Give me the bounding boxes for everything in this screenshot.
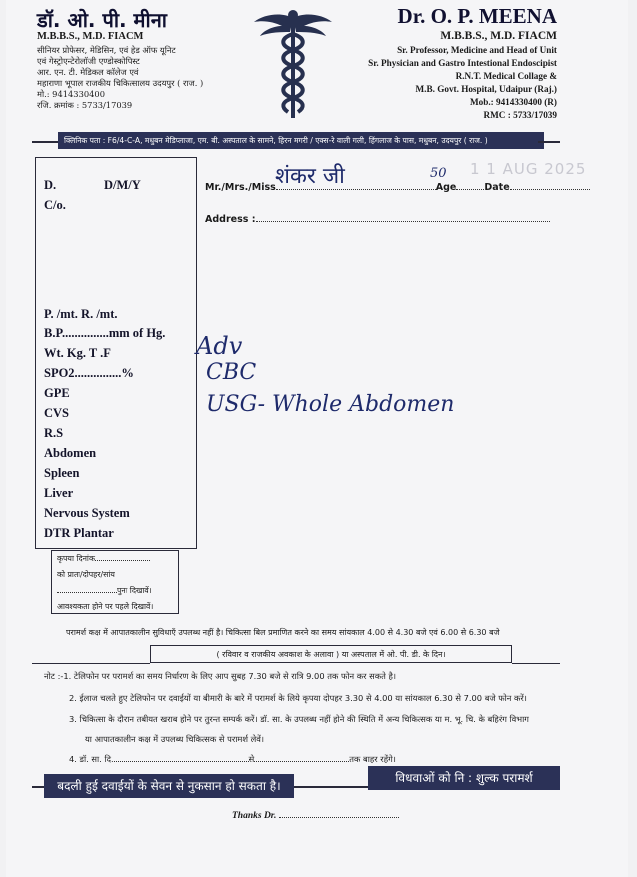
exam-nervous-system: Nervous System <box>44 506 130 520</box>
degree-right: M.B.B.S., M.D. FIACM <box>440 30 557 42</box>
patient-name-row <box>205 182 590 193</box>
left-line: मो.: 9414330400 <box>37 89 105 99</box>
followup-line: कृपया दिनांक <box>57 551 178 567</box>
divider <box>538 141 560 143</box>
age-handwritten: 50 <box>430 166 447 181</box>
right-line: M.B. Govt. Hospital, Udaipur (Raj.) <box>415 84 557 94</box>
followup-line: को प्रातः/दोपहर/सांय <box>57 570 115 579</box>
left-line: रजि. क्रमांक : 5733/17039 <box>37 100 133 110</box>
date-stamp: 1 1 AUG 2025 <box>470 160 587 178</box>
date-label: Date <box>484 182 510 193</box>
vital-weight-temp: Wt. Kg. T .F <box>44 346 111 360</box>
followup-box <box>51 550 179 614</box>
thanks-dr-row <box>232 811 399 821</box>
right-header-lines <box>368 44 557 122</box>
divider <box>512 663 560 664</box>
handwritten-advice: Adv <box>196 332 243 360</box>
emergency-notice: परामर्श कक्ष में आपातकालीन सुविधाएँ उपलब्ध नहीं है। चिकित्सा बिल प्रमाणित करने का समय सांयकाल 4.00 से 4.30 बजे एवं 6.00 से 6.30 बजे <box>66 628 500 637</box>
right-line: Sr. Physician and Gastro Intestional Endoscipist <box>368 58 557 68</box>
note-2: 2. ईलाज चलते हुए टेलिफोन पर दवाईयों या बीमारी के बारे में परामर्श के लिये कृपया दोपहर 3.30 से 4.00 या सांयकाल 6.30 से 7.00 बजे फोन करें। <box>69 693 527 703</box>
right-line: RMC : 5733/17039 <box>483 110 557 120</box>
note-4: 4. डॉ. सा. दि. से तक बाहर रहेंगे। <box>69 754 396 764</box>
left-header-lines <box>37 45 203 111</box>
doctor-name-english: Dr. O. P. MEENA <box>397 4 557 28</box>
exam-cvs: CVS <box>44 406 70 420</box>
left-line: महाराणा भूपाल राजकीय चिकित्सालय उदयपुर ( राज. ) <box>37 78 204 88</box>
degree-left: M.B.B.S., M.D. FIACM <box>37 31 144 42</box>
exam-gpe: GPE <box>44 386 70 400</box>
divider <box>294 786 368 788</box>
caduceus-logo <box>252 6 334 124</box>
address-row <box>205 214 550 225</box>
notice-hours-box: ( रविवार व राजकीय अवकाश के अलावा ) या अस्पताल में ओ. पी. डी. के दिन। <box>150 645 512 663</box>
d-label: D. <box>44 178 57 192</box>
age-label: Age <box>435 182 457 193</box>
left-line: एवं गेस्ट्रोएन्टेरोलॉजी एण्डोस्कोपिस्ट <box>37 56 140 66</box>
divider <box>32 786 44 788</box>
exam-abdomen: Abdomen <box>44 446 97 460</box>
exam-spleen: Spleen <box>44 466 80 480</box>
thanks-label: Thanks Dr. <box>232 811 277 821</box>
right-line: R.N.T. Medical Collage & <box>455 71 557 81</box>
handwritten-cbc: CBC <box>206 360 257 385</box>
right-line: Mob.: 9414330400 (R) <box>469 97 557 107</box>
patient-label: Mr./Mrs./Miss <box>205 182 276 193</box>
vital-spo2: SPO2...............% <box>44 366 134 380</box>
note-3: 3. चिकित्सा के दौरान तबीयत खराब होने पर तुरन्त सम्पर्क करें। डॉ. सा. के उपलब्ध नहीं होने की स्थिति में अन्य चिकित्सक या म. भू. चि. के बहिरंग विभाग <box>69 714 529 724</box>
clinic-address-band: क्लिनिक पता : F6/4-C-A, मधुबन मेडिप्लाजा, एम. बी. अस्पताल के सामने, हिरन मगरी / एक्स-रे वाली गली, हिंगलाज के पास, मधुबन, उदयपुर ( राज. ) <box>58 132 544 149</box>
patient-name-handwritten: शंकर जी <box>275 164 345 189</box>
exam-rs: R.S <box>44 426 64 440</box>
left-line: आर. एन. टी. मेडिकल कॉलेज एवं <box>37 67 139 77</box>
warning-banner: बदली हुई दवाईयों के सेवन से नुकसान हो सकता है। <box>44 774 294 798</box>
right-line: Sr. Professor, Medicine and Head of Unit <box>397 45 557 55</box>
co-label: C/o. <box>44 198 66 212</box>
followup-line: आवश्यकता होने पर पहले दिखावें। <box>57 602 154 611</box>
vital-bp: B.P...............mm of Hg. <box>44 326 166 340</box>
vital-pulse-resp: P. /mt. R. /mt. <box>44 307 118 321</box>
left-line: सीनियर प्रोफेसर, मेडिसिन, एवं हेड ऑफ यूनिट <box>37 45 176 55</box>
divider <box>32 663 150 664</box>
exam-liver: Liver <box>44 486 74 500</box>
exam-dtr-plantar: DTR Plantar <box>44 526 114 540</box>
free-consult-banner: विधवाओं को नि : शुल्क परामर्श <box>368 766 560 790</box>
note-1: नोट :-1. टेलिफोन पर परामर्श का समय निर्धारण के लिए आप सुबह 7.30 बजे से रात्रि 9.00 तक फोन कर सकते है। <box>44 671 397 681</box>
doctor-name-hindi: डॉ. ओ. पी. मीना <box>37 8 167 32</box>
note-3-cont: या आपातकालीन कक्ष में उपलब्ध चिकित्सक से परामर्श लेवें। <box>85 734 265 744</box>
divider <box>32 141 58 143</box>
followup-line: पुनः दिखावें। <box>57 583 178 599</box>
handwritten-usg: USG- Whole Abdomen <box>206 392 455 417</box>
address-label: Address : <box>205 214 256 225</box>
dmy-label: D/M/Y <box>104 178 141 192</box>
